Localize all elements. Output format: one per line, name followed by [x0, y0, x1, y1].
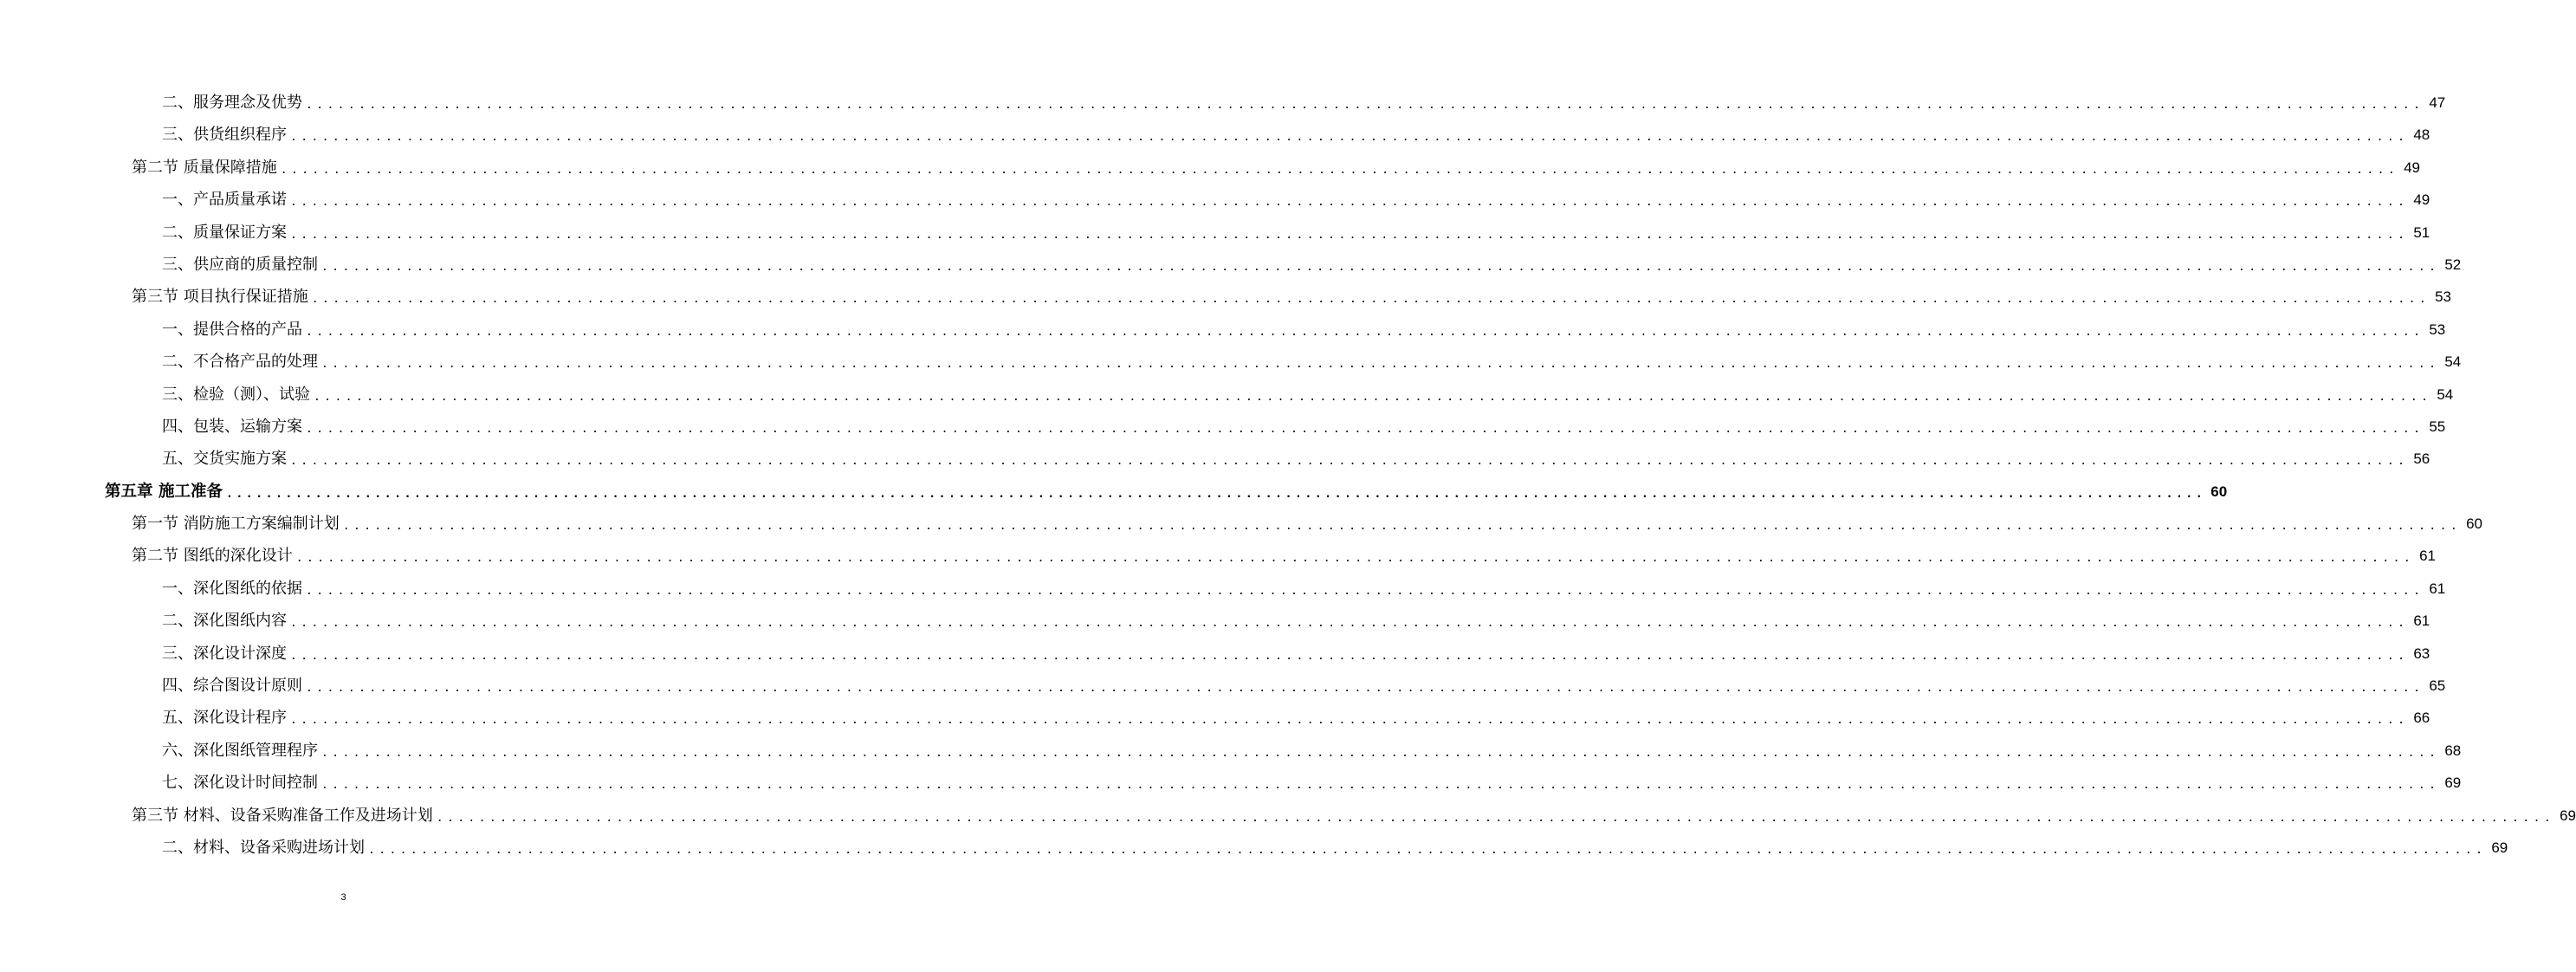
toc-entry-page: 61 — [2413, 612, 2430, 630]
toc-leader-dots: ........................................................................................................................................................................................................ — [368, 843, 2487, 857]
toc-entry[interactable] — [0, 638, 2430, 670]
toc-entry-page: 56 — [2413, 450, 2430, 468]
toc-entry-page: 54 — [2444, 353, 2462, 371]
toc-entry[interactable] — [0, 184, 2430, 216]
toc-entry[interactable] — [0, 540, 2436, 572]
toc-leader-dots: ........................................................................................................................................................................................................ — [306, 325, 2424, 339]
toc-entry[interactable] — [0, 767, 2462, 799]
toc-leader-dots: ........................................................................................................................................................................................................ — [295, 552, 2415, 566]
toc-entry-page: 53 — [2429, 321, 2446, 338]
toc-entry-title: 第一节 消防施工方案编制计划 — [132, 515, 340, 534]
toc-entry[interactable] — [0, 281, 2451, 313]
toc-entry-page: 61 — [2419, 548, 2436, 565]
toc-leader-dots: ........................................................................................................................................................................................................ — [290, 196, 2409, 210]
toc-entry-title: 一、深化图纸的依据 — [162, 579, 302, 598]
toc-entry-title: 二、不合格产品的处理 — [162, 353, 318, 372]
toc-entry[interactable] — [0, 702, 2430, 734]
table-of-contents — [0, 87, 2576, 864]
toc-entry-title: 一、提供合格的产品 — [162, 320, 302, 339]
toc-leader-dots: ........................................................................................................................................................................................................ — [321, 779, 2440, 793]
toc-entry-page: 54 — [2437, 386, 2454, 403]
toc-entry[interactable] — [0, 379, 2454, 411]
toc-entry[interactable] — [0, 119, 2430, 151]
page-number: 3 — [340, 892, 346, 903]
toc-entry-title: 五、深化设计程序 — [162, 709, 287, 728]
toc-entry-page: 61 — [2429, 580, 2446, 597]
toc-entry-page: 55 — [2429, 418, 2446, 435]
toc-entry[interactable] — [0, 735, 2462, 767]
toc-leader-dots: ........................................................................................................................................................................................................ — [290, 649, 2409, 663]
toc-entry-page: 69 — [2491, 839, 2508, 856]
toc-entry-title: 三、供应商的质量控制 — [162, 255, 318, 274]
toc-entry[interactable] — [0, 249, 2462, 281]
toc-entry-page: 66 — [2413, 710, 2430, 727]
toc-entry-page: 47 — [2429, 94, 2446, 111]
toc-entry-title: 二、质量保证方案 — [162, 223, 287, 242]
toc-entry-title: 七、深化设计时间控制 — [162, 774, 318, 793]
toc-entry[interactable] — [0, 508, 2482, 540]
toc-leader-dots: ........................................................................................................................................................................................................ — [290, 714, 2409, 728]
toc-entry-title: 二、材料、设备采购进场计划 — [162, 838, 365, 857]
toc-leader-dots: ........................................................................................................................................................................................................ — [306, 99, 2424, 112]
toc-entry-title: 第五章 施工准备 — [105, 482, 223, 501]
toc-entry-title: 三、供货组织程序 — [162, 126, 287, 145]
toc-entry-page: 68 — [2444, 742, 2462, 759]
toc-entry-title: 二、深化图纸内容 — [162, 612, 287, 631]
toc-leader-dots: ........................................................................................................................................................................................................ — [290, 455, 2409, 469]
toc-entry[interactable] — [0, 87, 2446, 119]
toc-entry-page: 48 — [2413, 126, 2430, 144]
toc-leader-dots: ........................................................................................................................................................................................................ — [342, 520, 2462, 534]
toc-entry[interactable] — [0, 152, 2420, 184]
toc-entry-title: 第二节 质量保障措施 — [132, 158, 277, 177]
toc-entry[interactable] — [0, 670, 2446, 702]
toc-entry[interactable] — [0, 605, 2430, 637]
toc-entry-title: 二、服务理念及优势 — [162, 94, 302, 112]
toc-entry[interactable] — [0, 573, 2446, 605]
toc-entry-page: 60 — [2210, 483, 2228, 500]
toc-entry-page: 51 — [2413, 224, 2430, 241]
toc-entry-page: 49 — [2404, 159, 2420, 176]
toc-leader-dots: ........................................................................................................................................................................................................ — [290, 228, 2409, 242]
toc-leader-dots: ........................................................................................................................................................................................................ — [436, 811, 2555, 825]
toc-entry[interactable] — [0, 346, 2462, 378]
toc-leader-dots: ........................................................................................................................................................................................................ — [306, 584, 2424, 598]
toc-entry-title: 第二节 图纸的深化设计 — [132, 547, 293, 566]
toc-entry-title: 第三节 项目执行保证措施 — [132, 288, 308, 307]
toc-entry-page: 49 — [2413, 191, 2430, 209]
toc-leader-dots: ........................................................................................................................................................................................................ — [290, 131, 2409, 145]
toc-entry[interactable] — [0, 443, 2430, 475]
toc-leader-dots: ........................................................................................................................................................................................................ — [306, 682, 2424, 696]
toc-entry-title: 四、综合图设计原则 — [162, 677, 302, 696]
toc-entry[interactable] — [0, 411, 2446, 443]
toc-leader-dots: ........................................................................................................................................................................................................ — [280, 163, 2399, 177]
toc-leader-dots: ........................................................................................................................................................................................................ — [225, 487, 2206, 501]
toc-leader-dots: ........................................................................................................................................................................................................ — [321, 746, 2440, 760]
toc-entry[interactable] — [0, 217, 2430, 249]
toc-entry-page: 63 — [2413, 645, 2430, 662]
toc-leader-dots: ........................................................................................................................................................................................................ — [306, 422, 2424, 436]
toc-entry-title: 第三节 材料、设备采购准备工作及进场计划 — [132, 806, 433, 825]
toc-leader-dots: ........................................................................................................................................................................................................ — [314, 390, 2432, 404]
toc-entry[interactable] — [0, 476, 2228, 508]
toc-entry-title: 一、产品质量承诺 — [162, 191, 287, 210]
toc-entry-title: 三、检验（测）、试验 — [162, 385, 310, 404]
toc-entry-page: 52 — [2444, 256, 2462, 273]
toc-entry[interactable] — [0, 314, 2446, 346]
toc-entry-title: 四、包装、运输方案 — [162, 417, 302, 436]
toc-leader-dots: ........................................................................................................................................................................................................ — [321, 260, 2440, 274]
toc-entry-page: 53 — [2435, 288, 2451, 306]
toc-entry[interactable] — [0, 800, 2576, 832]
toc-entry-title: 六、深化图纸管理程序 — [162, 741, 318, 760]
toc-entry-page: 65 — [2429, 677, 2446, 695]
toc-entry-page: 69 — [2560, 807, 2576, 824]
toc-entry-title: 三、深化设计深度 — [162, 644, 287, 663]
toc-entry-page: 60 — [2466, 515, 2482, 533]
toc-leader-dots: ........................................................................................................................................................................................................ — [311, 293, 2430, 307]
toc-entry-page: 69 — [2444, 774, 2462, 792]
toc-entry-title: 五、交货实施方案 — [162, 450, 287, 469]
toc-entry[interactable] — [0, 832, 2508, 864]
toc-leader-dots: ........................................................................................................................................................................................................ — [321, 358, 2440, 372]
toc-leader-dots: ........................................................................................................................................................................................................ — [290, 617, 2409, 631]
